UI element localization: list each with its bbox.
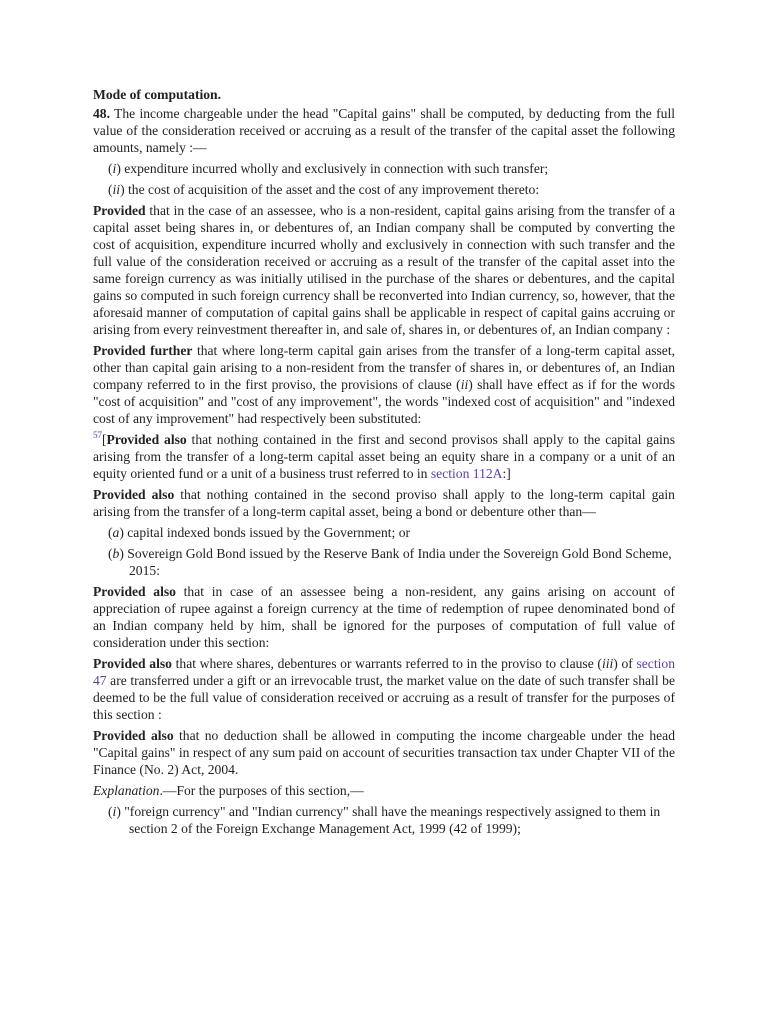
clause-label: a (112, 525, 120, 540)
proviso-text: that in case of an assessee being a non-resident, any gains arising on account of appreciation of rupee against a foreign currency at the time of redemption of rupee denominated bond of an Indian company held by him, shall be ignored for the purposes of computation of full value of consideration under this section: (93, 584, 675, 650)
clause-label: ii (112, 182, 121, 197)
section-112a-link[interactable]: section 112A (430, 466, 503, 481)
clause-reference: ii (460, 377, 469, 392)
section-heading: Mode of computation. (93, 87, 221, 102)
explanation-item-i (93, 803, 675, 837)
proviso-lead: Provided also (93, 487, 175, 502)
proviso-lead: Provided also (106, 432, 187, 447)
section-number: 48. (93, 106, 110, 121)
clause-item-ii (93, 181, 675, 198)
clause-close: ) (119, 546, 124, 561)
proviso-lead: Provided also (93, 584, 176, 599)
proviso-text: ) of (613, 656, 637, 671)
proviso-text: are transferred under a gift or an irrevocable trust, the market value on the date of such transfer shall be deemed to be the full value of consideration received or accruing as a result of transfer for the purposes of this section : (93, 673, 675, 722)
clause-item-a (93, 524, 675, 541)
proviso-7 (93, 727, 675, 778)
proviso-text: that nothing contained in the first and second provisos shall apply to the capital gains arising from the transfer of a long-term capital asset being an equity share in a company or a unit of an equity oriented fund or a unit of a business trust referred to in (93, 432, 675, 481)
proviso-text: that nothing contained in the second proviso shall apply to the long-term capital gain arising from the transfer of a long-term capital asset, being a bond or debenture other than— (93, 487, 675, 519)
clause-reference: iii (601, 656, 614, 671)
clause-open: ( (108, 546, 113, 561)
document-page (93, 86, 675, 841)
clause-label: b (112, 546, 120, 561)
proviso-lead: Provided further (93, 343, 193, 358)
proviso-3 (93, 431, 675, 482)
proviso-lead: Provided also (93, 728, 174, 743)
proviso-1 (93, 202, 675, 338)
clause-open: ( (108, 525, 113, 540)
section-48-text: The income chargeable under the head "Capital gains" shall be computed, by deducting from the full value of the consideration received or accruing as a result of the transfer of the capital asset the following amounts, namely :— (93, 106, 675, 155)
clause-label: i (112, 161, 117, 176)
proviso-text: that where shares, debentures or warrants referred to in the proviso to clause ( (171, 656, 602, 671)
proviso-text: that in the case of an assessee, who is a non-resident, capital gains arising from the transfer of a capital asset being shares in, or debentures of, an Indian company shall be computed by converting the cost of acquisition, expenditure incurred wholly and exclusively in connection with such transfer and the full value of the consideration received or accruing as a result of the transfer of the capital asset into the same foreign currency as was initially utilised in the purchase of the shares or debentures, and the capital gains so computed in such foreign currency shall be reconverted into Indian currency, so, however, that the aforesaid manner of computation of capital gains shall be applicable in respect of capital gains accruing or arising from every reinvestment thereafter in, and sale of, shares in, or debentures of, an Indian company : (93, 203, 675, 337)
section-47-link[interactable]: section 47 (93, 656, 675, 688)
proviso-lead: Provided also (93, 656, 172, 671)
clause-item-i (93, 160, 675, 177)
clause-text: expenditure incurred wholly and exclusively in connection with such transfer; (120, 161, 549, 176)
clause-close: ) (119, 525, 124, 540)
clause-close: ) (120, 182, 125, 197)
proviso-tail: :] (502, 466, 511, 481)
bracket-open: [ (102, 432, 107, 447)
clause-close: ) (116, 804, 121, 819)
clause-text: Sovereign Gold Bond issued by the Reserve Bank of India under the Sovereign Gold Bond Scheme, 2015: (123, 546, 672, 578)
footnote-link-57[interactable]: 57 (93, 430, 102, 440)
clause-open: ( (108, 161, 113, 176)
proviso-2 (93, 342, 675, 427)
clause-open: ( (108, 804, 113, 819)
proviso-text: that where long-term capital gain arises from the transfer of a long-term capital asset, other than capital gain arising to a non-resident from the transfer of shares in, or debentures of, an Indian company referred to in the first proviso, the provisions of clause ( (93, 343, 675, 392)
proviso-text: that no deduction shall be allowed in computing the income chargeable under the head "Capital gains" in respect of any sum paid on account of securities transaction tax under Chapter VII of the Finance (No. 2) Act, 2004. (93, 728, 675, 777)
proviso-4 (93, 486, 675, 520)
clause-close: ) (116, 161, 121, 176)
section-48-paragraph (93, 105, 675, 156)
clause-item-b (93, 545, 675, 579)
clause-open: ( (108, 182, 113, 197)
proviso-5 (93, 583, 675, 651)
explanation (93, 782, 675, 799)
proviso-lead: Provided (93, 203, 146, 218)
proviso-text: ) shall have effect as if for the words "cost of acquisition" and "cost of any improvement", the words "indexed cost of acquisition" and "indexed cost of any improvement" had respectively been substituted: (93, 377, 675, 426)
explanation-label: Explanation (93, 783, 160, 798)
proviso-6 (93, 655, 675, 723)
clause-text: the cost of acquisition of the asset and the cost of any improvement thereto: (124, 182, 540, 197)
clause-label: i (112, 804, 117, 819)
clause-text: capital indexed bonds issued by the Government; or (123, 525, 411, 540)
clause-text: "foreign currency" and "Indian currency" shall have the meanings respectively assigned to them in section 2 of the Foreign Exchange Management Act, 1999 (42 of 1999); (120, 804, 661, 836)
explanation-text: .—For the purposes of this section,— (159, 783, 364, 798)
